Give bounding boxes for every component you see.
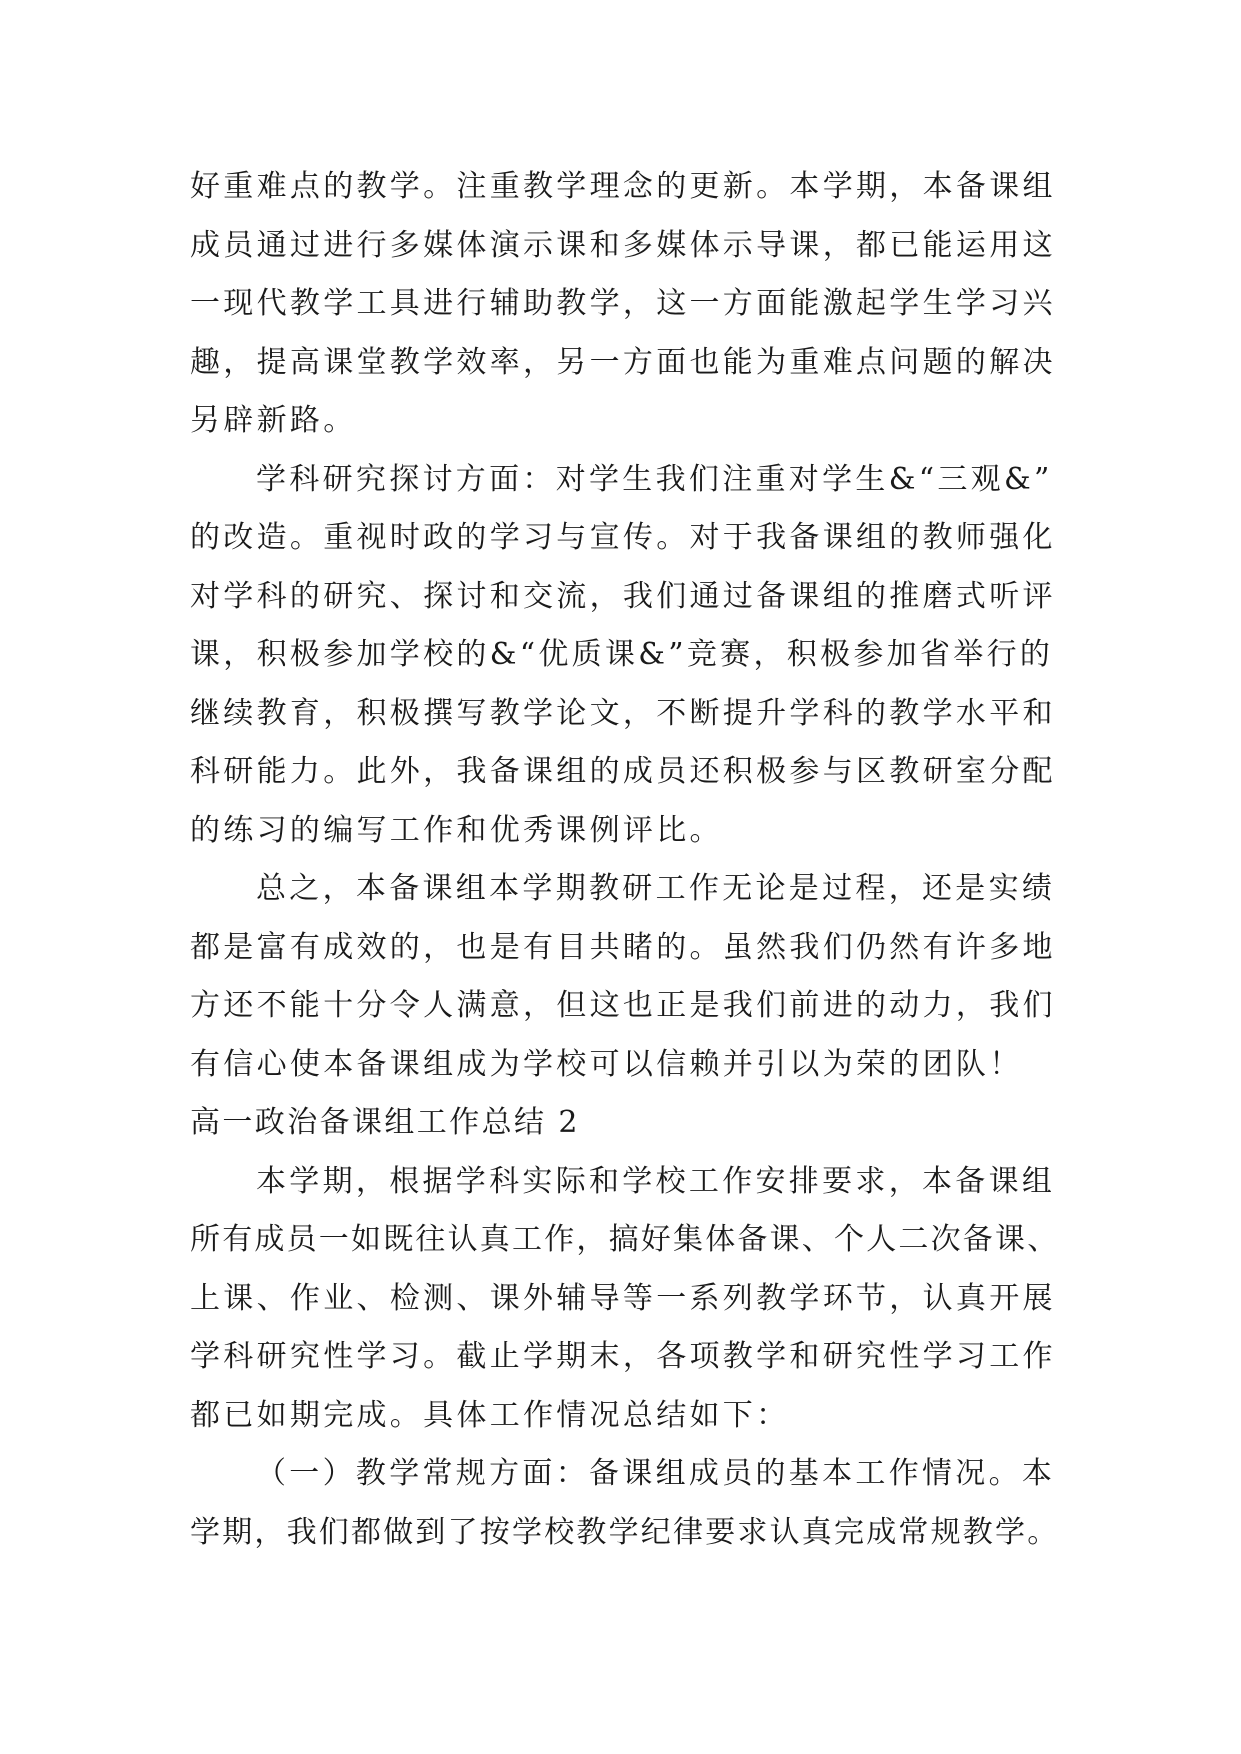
text-line: 有信心使本备课组成为学校可以信赖并引以为荣的团队！ (190, 1046, 1023, 1082)
paragraph-start-line: 本学期，根据学科实际和学校工作安排要求，本备课组 (256, 1163, 1056, 1199)
text-line: 学科研究性学习。截止学期末，各项教学和研究性学习工作 (190, 1339, 1056, 1374)
document-body (190, 158, 1060, 1562)
text-line: 都是富有成效的，也是有目共睹的。虽然我们仍然有许多地 (190, 929, 1056, 965)
paragraph-start-line: 学科研究探讨方面：对学生我们注重对学生&“三观&” (256, 461, 1053, 497)
text-line: 所有成员一如既往认真工作，搞好集体备课、个人二次备课、 (190, 1222, 1060, 1257)
text-line: 成员通过进行多媒体演示课和多媒体示导课，都已能运用这 (190, 227, 1056, 263)
text-line: 方还不能十分令人满意，但这也正是我们前进的动力，我们 (190, 988, 1056, 1023)
text-line: 上课、作业、检测、课外辅导等一系列教学环节，认真开展 (190, 1280, 1056, 1316)
text-line: 的练习的编写工作和优秀课例评比。 (190, 812, 723, 848)
section-heading: 高一政治备课组工作总结 2 (190, 1105, 580, 1140)
text-line: 课，积极参加学校的&“优质课&”竞赛，积极参加省举行的 (190, 637, 1054, 672)
text-line: 继续教育，积极撰写教学论文，不断提升学科的教学水平和 (190, 695, 1056, 731)
text-line: 对学科的研究、探讨和交流，我们通过备课组的推磨式听评 (190, 578, 1056, 614)
paragraph-start-line: 总之，本备课组本学期教研工作无论是过程，还是实绩 (256, 871, 1056, 906)
text-line: 都已如期完成。具体工作情况总结如下： (190, 1397, 790, 1433)
text-line: 好重难点的教学。注重教学理念的更新。本学期，本备课组 (190, 169, 1056, 204)
text-line: 另辟新路。 (190, 403, 357, 438)
text-line: 的改造。重视时政的学习与宣传。对于我备课组的教师强化 (190, 520, 1056, 555)
text-line: 学期，我们都做到了按学校教学纪律要求认真完成常规教学。 (190, 1514, 1060, 1550)
text-line: 趣，提高课堂教学效率，另一方面也能为重难点问题的解决 (190, 344, 1056, 380)
paragraph-start-line: （一）教学常规方面：备课组成员的基本工作情况。本 (256, 1456, 1056, 1491)
text-line: 一现代教学工具进行辅助教学，这一方面能激起学生学习兴 (190, 286, 1056, 321)
text-line: 科研能力。此外，我备课组的成员还积极参与区教研室分配 (190, 754, 1056, 789)
